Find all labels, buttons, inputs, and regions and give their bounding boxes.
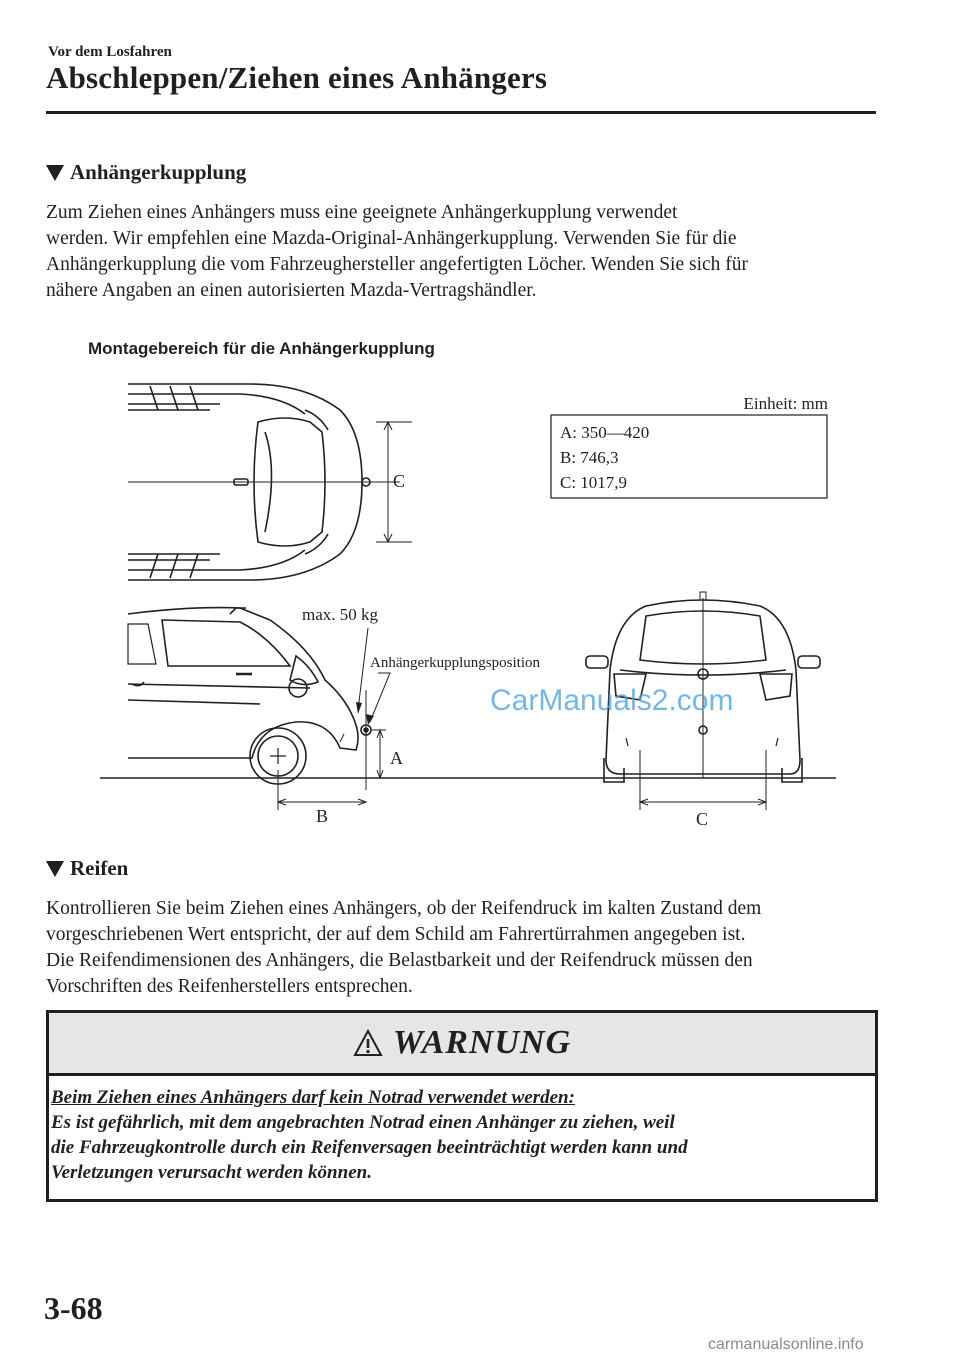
section-heading-hitch xyxy=(46,160,246,185)
paragraph-hitch xyxy=(46,200,876,304)
label-hitch-position: Anhängerkupplungsposition xyxy=(370,655,540,671)
car-side-view xyxy=(128,608,358,784)
hitch-mounting-diagram xyxy=(100,370,860,840)
watermark: CarManuals2.com xyxy=(490,684,734,717)
warning-title: WARNUNG xyxy=(392,1024,572,1061)
label-max-load: max. 50 kg xyxy=(302,605,379,624)
label-a: A xyxy=(390,748,403,768)
triangle-bullet-icon xyxy=(46,861,64,877)
section-heading-tires-text: Reifen xyxy=(70,856,129,880)
warning-line: die Fahrzeugkontrolle durch ein Reifenversagen beeinträchtigt werden kann und xyxy=(51,1137,688,1158)
paragraph-tires xyxy=(46,896,876,1000)
page-number: 3-68 xyxy=(44,1290,103,1326)
dimension-a xyxy=(372,730,386,778)
triangle-bullet-icon xyxy=(46,165,64,181)
warning-box xyxy=(46,1010,878,1202)
warning-triangle-icon xyxy=(353,1029,383,1057)
section-heading-tires xyxy=(46,856,128,881)
breadcrumb: Vor dem Losfahren xyxy=(48,44,172,60)
paragraph-line: Zum Ziehen eines Anhängers muss eine geeignete Anhängerkupplung verwendet xyxy=(46,202,678,223)
paragraph-line: Kontrollieren Sie beim Ziehen eines Anhängers, ob der Reifendruck im kalten Zustand dem xyxy=(46,898,762,919)
warning-subtitle: Beim Ziehen eines Anhängers darf kein Notrad verwendet werden: xyxy=(51,1087,575,1108)
label-b: B xyxy=(316,806,329,826)
dimension-b xyxy=(278,770,366,810)
paragraph-line: werden. Wir empfehlen eine Mazda-Original-Anhängerkupplung. Verwenden Sie für die xyxy=(46,228,737,249)
unit-label: Einheit: mm xyxy=(743,394,828,413)
spec-c: C: 1017,9 xyxy=(560,473,628,492)
figure-title: Montagebereich für die Anhängerkupplung xyxy=(88,339,435,358)
spec-a: A: 350—420 xyxy=(560,423,650,442)
title-divider xyxy=(46,111,876,114)
paragraph-line: Anhängerkupplung die vom Fahrzeughersteller angefertigten Löcher. Wenden Sie sich für xyxy=(46,254,749,275)
label-c-rear: C xyxy=(696,809,709,829)
page-title: Abschleppen/Ziehen eines Anhängers xyxy=(46,60,548,95)
warning-line: Es ist gefährlich, mit dem angebrachten Notrad einen Anhänger zu ziehen, weil xyxy=(51,1112,675,1133)
paragraph-line: nähere Angaben an einen autorisierten Mazda-Vertragshändler. xyxy=(46,280,537,301)
paragraph-line: Vorschriften des Reifenherstellers entsprechen. xyxy=(46,976,413,997)
warning-line: Verletzungen verursacht werden können. xyxy=(51,1162,372,1183)
spec-b: B: 746,3 xyxy=(560,448,619,467)
section-heading-hitch-text: Anhängerkupplung xyxy=(70,160,247,184)
warning-header xyxy=(49,1013,875,1076)
paragraph-line: vorgeschriebenen Wert entspricht, der auf dem Schild am Fahrertürrahmen angegeben ist. xyxy=(46,924,746,945)
footer-url[interactable]: carmanualsonline.info xyxy=(708,1336,864,1353)
warning-text xyxy=(51,1085,688,1185)
label-c-top: C xyxy=(393,471,406,491)
paragraph-line: Die Reifendimensionen des Anhängers, die Belastbarkeit und der Reifendruck müssen den xyxy=(46,950,753,971)
